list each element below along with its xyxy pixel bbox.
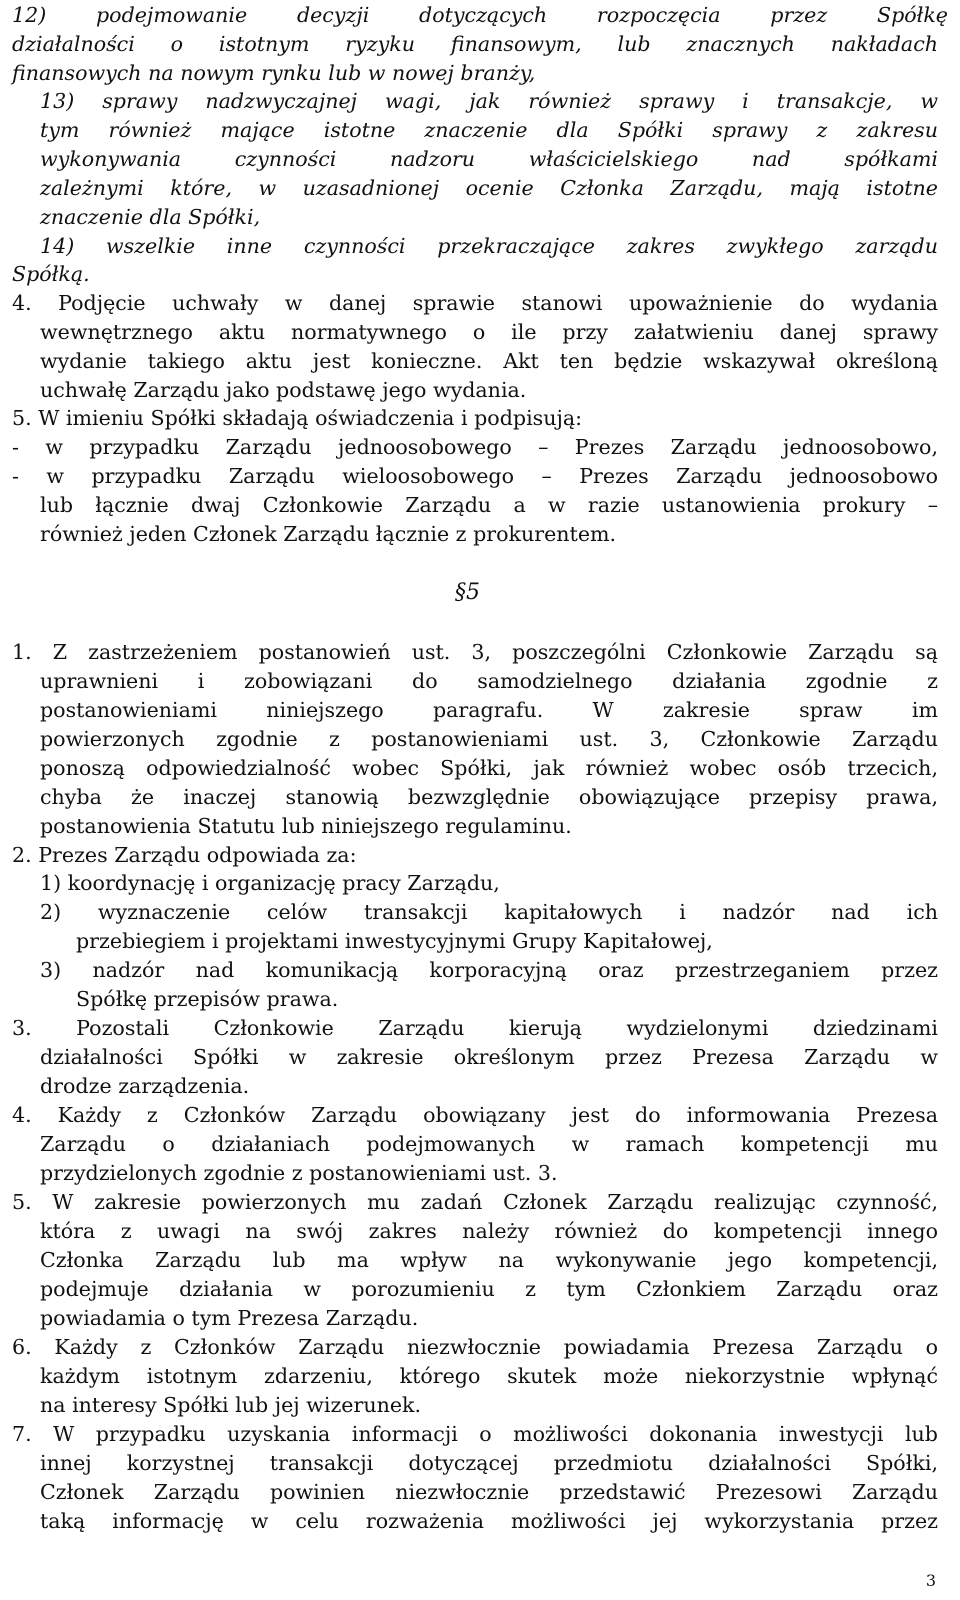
paragraph-line: 3) nadzór nad komunikacją korporacyjną oraz przestrzeganiem przez	[40, 958, 938, 982]
list-continuation-line: zależnymi które, w uzasadnionej ocenie Członka Zarządu, mają istotne	[40, 176, 938, 200]
list-continuation-line: 12) podejmowanie decyzji dotyczących rozpoczęcia przez Spółkę	[12, 3, 948, 27]
paragraph-line: Członka Zarządu lub ma wpływ na wykonywanie jego kompetencji,	[40, 1248, 938, 1272]
list-continuation-line: wykonywania czynności nadzoru właścicielskiego nad spółkami	[40, 147, 938, 171]
list-continuation-line: tym również mające istotne znaczenie dla Spółki sprawy z zakresu	[40, 118, 938, 142]
list-continuation-line: 13) sprawy nadzwyczajnej wagi, jak również sprawy i transakcje, w	[40, 89, 938, 113]
paragraph-line: chyba że inaczej stanowią bezwzględnie obowiązujące przepisy prawa,	[40, 785, 938, 809]
paragraph-line: przydzielonych zgodnie z postanowieniami ust. 3.	[40, 1161, 558, 1185]
paragraph-line: Spółkę przepisów prawa.	[76, 987, 339, 1011]
paragraph-line: - w przypadku Zarządu jednoosobowego – Prezes Zarządu jednoosobowo,	[12, 435, 938, 459]
paragraph-line: na interesy Spółki lub jej wizerunek.	[40, 1393, 422, 1417]
paragraph-line: 7. W przypadku uzyskania informacji o możliwości dokonania inwestycji lub	[12, 1422, 938, 1446]
paragraph-line: wewnętrznego aktu normatywnego o ile przy załatwieniu danej sprawy	[40, 320, 938, 344]
paragraph-line: 4. Podjęcie uchwały w danej sprawie stanowi upoważnienie do wydania	[12, 291, 938, 315]
paragraph-line: Zarządu o działaniach podejmowanych w ramach kompetencji mu	[40, 1132, 938, 1156]
paragraph-line: drodze zarządzenia.	[40, 1074, 250, 1098]
paragraph-line: 1. Z zastrzeżeniem postanowień ust. 3, poszczególni Członkowie Zarządu są	[12, 640, 938, 664]
paragraph-line: 2) wyznaczenie celów transakcji kapitałowych i nadzór nad ich	[40, 900, 938, 924]
list-continuation-line: 14) wszelkie inne czynności przekraczające zakres zwykłego zarządu	[40, 234, 938, 258]
paragraph-line: działalności Spółki w zakresie określonym przez Prezesa Zarządu w	[40, 1045, 938, 1069]
list-continuation-line: Spółką.	[12, 262, 90, 286]
paragraph-line: 6. Każdy z Członków Zarządu niezwłocznie powiadamia Prezesa Zarządu o	[12, 1335, 938, 1359]
paragraph-line: postanowienia Statutu lub niniejszego regulaminu.	[40, 814, 572, 838]
paragraph-line: 3. Pozostali Członkowie Zarządu kierują wydzielonymi dziedzinami	[12, 1016, 938, 1040]
paragraph-line: ponoszą odpowiedzialność wobec Spółki, jak również wobec osób trzecich,	[40, 756, 938, 780]
paragraph-line: uchwałę Zarządu jako podstawę jego wydania.	[40, 378, 527, 402]
paragraph-line: podejmuje działania w porozumieniu z tym Członkiem Zarządu oraz	[40, 1277, 938, 1301]
paragraph-line: lub łącznie dwaj Członkowie Zarządu a w razie ustanowienia prokury –	[40, 493, 938, 517]
paragraph-line: wydanie takiego aktu jest konieczne. Akt ten będzie wskazywał określoną	[40, 349, 938, 373]
list-continuation-line: znaczenie dla Spółki,	[40, 205, 261, 229]
paragraph-line: powierzonych zgodnie z postanowieniami ust. 3, Członkowie Zarządu	[40, 727, 938, 751]
list-continuation-line: działalności o istotnym ryzyku finansowym, lub znacznych nakładach	[12, 32, 938, 56]
paragraph-line: 2. Prezes Zarządu odpowiada za:	[12, 843, 357, 867]
paragraph-line: również jeden Członek Zarządu łącznie z prokurentem.	[40, 522, 617, 546]
paragraph-line: - w przypadku Zarządu wieloosobowego – Prezes Zarządu jednoosobowo	[12, 464, 938, 488]
paragraph-line: innej korzystnej transakcji dotyczącej przedmiotu działalności Spółki,	[40, 1451, 938, 1475]
paragraph-line: taką informację w celu rozważenia możliwości jej wykorzystania przez	[40, 1509, 938, 1533]
list-continuation-line: finansowych na nowym rynku lub w nowej branży,	[12, 61, 536, 85]
paragraph-line: uprawnieni i zobowiązani do samodzielnego działania zgodnie z	[40, 669, 938, 693]
paragraph-line: postanowieniami niniejszego paragrafu. W zakresie spraw im	[40, 698, 938, 722]
paragraph-line: Członek Zarządu powinien niezwłocznie przedstawić Prezesowi Zarządu	[40, 1480, 938, 1504]
paragraph-line: 5. W imieniu Spółki składają oświadczenia i podpisują:	[12, 406, 583, 430]
page-number: 3	[925, 1571, 936, 1590]
section-heading: §5	[455, 580, 480, 605]
paragraph-line: powiadamia o tym Prezesa Zarządu.	[40, 1306, 419, 1330]
paragraph-line: która z uwagi na swój zakres należy również do kompetencji innego	[40, 1219, 938, 1243]
paragraph-line: 5. W zakresie powierzonych mu zadań Członek Zarządu realizując czynność,	[12, 1190, 938, 1214]
paragraph-line: każdym istotnym zdarzeniu, którego skutek może niekorzystnie wpłynąć	[40, 1364, 938, 1388]
paragraph-line: przebiegiem i projektami inwestycyjnymi Grupy Kapitałowej,	[76, 929, 713, 953]
paragraph-line: 1) koordynację i organizację pracy Zarządu,	[40, 871, 500, 895]
paragraph-line: 4. Każdy z Członków Zarządu obowiązany jest do informowania Prezesa	[12, 1103, 938, 1127]
